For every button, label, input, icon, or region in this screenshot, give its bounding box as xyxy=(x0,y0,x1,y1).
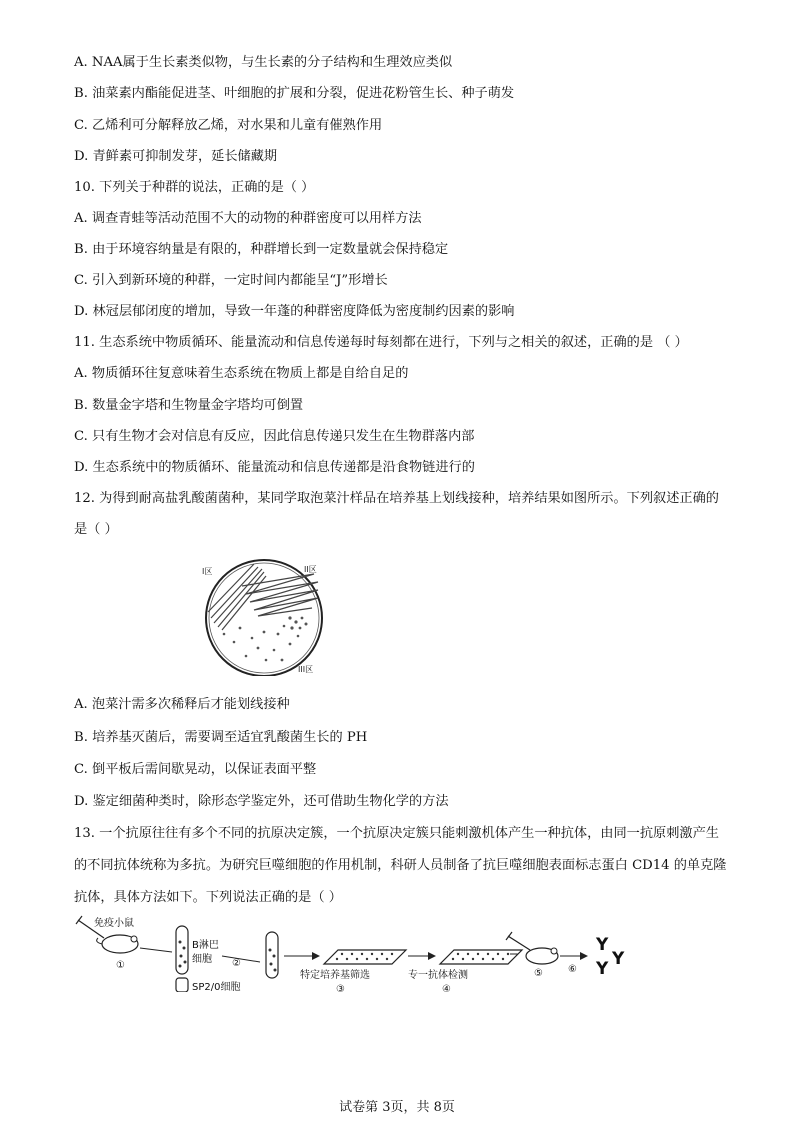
fused-cell-tube-icon xyxy=(266,932,278,978)
q11-option-b: B. 数量金字塔和生物量金字塔均可倒置 xyxy=(74,398,304,413)
petri-dish-figure xyxy=(194,556,334,676)
mouse-tail xyxy=(97,938,102,944)
mouse-ear xyxy=(131,936,137,942)
q11-option-d: D. 生态系统中的物质循环、能量流动和信息传递都是沿食物链进行的 xyxy=(74,460,475,475)
q11-stem: 11. 生态系统中物质循环、能量流动和信息传递每时每刻都在进行，下列与之相关的叙述，正确的是 （ ） xyxy=(74,335,688,350)
q10-option-d: D. 林冠层郁闭度的增加，导致一年蓬的种群密度降低为密度制约因素的影响 xyxy=(74,304,515,319)
arrow-3-head xyxy=(312,952,320,960)
q10-stem: 10. 下列关于种群的说法，正确的是（ ） xyxy=(74,180,315,195)
q12-option-a: A. 泡菜汁需多次稀释后才能划线接种 xyxy=(74,697,290,712)
detection-label: 专一抗体检测 xyxy=(408,970,468,981)
q9-option-c: C. 乙烯利可分解释放乙烯，对水果和儿童有催熟作用 xyxy=(74,118,383,133)
screening-plate-icon xyxy=(324,950,406,964)
antibody-icon: Y xyxy=(596,959,609,979)
step-1-label: ① xyxy=(116,960,125,971)
petri-dish-outline xyxy=(206,560,322,676)
page-footer: 试卷第 3页，共 8页 xyxy=(339,1100,455,1115)
q12-option-b: B. 培养基灭菌后，需要调至适宜乳酸菌生长的 PH xyxy=(74,730,368,745)
mouse-2-ear xyxy=(551,948,557,954)
b-cell-label-line1: B淋巴 xyxy=(192,940,219,951)
q12-option-c: C. 倒平板后需间歇晃动，以保证表面平整 xyxy=(74,762,317,777)
sp20-tube-icon xyxy=(176,978,188,992)
arrow-1 xyxy=(140,948,172,952)
zone-one-streaks xyxy=(208,564,266,630)
detection-plate-icon xyxy=(440,950,522,964)
q12-stem-line1: 12. 为得到耐高盐乳酸菌菌种，某同学取泡菜汁样品在培养基上划线接种，培养结果如图所示。下列叙述正确的 xyxy=(74,491,719,506)
q12-stem-line2: 是（ ） xyxy=(74,522,118,537)
sp20-cell-label: SP2/0细胞 xyxy=(192,982,241,992)
zone-three-colonies xyxy=(223,616,308,661)
zone-two-label: II区 xyxy=(304,565,317,574)
zone-three-label: III区 xyxy=(298,665,314,674)
q13-stem-line3: 抗体，具体方法如下。下列说法正确的是（ ） xyxy=(74,890,342,905)
arrow-2 xyxy=(222,956,260,962)
q10-option-b: B. 由于环境容纳量是有限的，种群增长到一定数量就会保持稳定 xyxy=(74,242,449,257)
syringe-2-icon xyxy=(506,932,530,950)
q11-option-a: A. 物质循环往复意味着生态系统在物质上都是自给自足的 xyxy=(74,366,409,381)
b-cell-label-line2: 细胞 xyxy=(192,954,212,965)
arrow-6-head xyxy=(580,952,588,960)
q13-stem-line1: 13. 一个抗原往往有多个不同的抗原决定簇，一个抗原决定簇只能刺激机体产生一种抗体，由同一抗原刺激产生 xyxy=(74,826,719,841)
q13-stem-line2: 的不同抗体统称为多抗。为研究巨噬细胞的作用机制，科研人员制备了抗巨噬细胞表面标志蛋白 CD14 的单克隆 xyxy=(74,858,727,873)
step-6-label: ⑥ xyxy=(568,964,577,975)
b-cell-tube-icon xyxy=(176,926,188,974)
q11-option-c: C. 只有生物才会对信息有反应，因此信息传递只发生在生物群落内部 xyxy=(74,429,475,444)
step-2-label: ② xyxy=(232,958,241,969)
step-4-label: ④ xyxy=(442,984,451,992)
q12-option-d: D. 鉴定细菌种类时，除形态学鉴定外，还可借助生物化学的方法 xyxy=(74,794,449,809)
monoclonal-antibody-flow-figure xyxy=(72,912,632,992)
q10-option-c: C. 引入到新环境的种群，一定时间内都能呈“J”形增长 xyxy=(74,273,388,288)
immunized-mouse-label: 免疫小鼠 xyxy=(94,918,134,929)
zone-two-streak xyxy=(242,574,318,616)
screening-label: 特定培养基筛选 xyxy=(300,970,370,981)
q9-option-b: B. 油菜素内酯能促进茎、叶细胞的扩展和分裂，促进花粉管生长、种子萌发 xyxy=(74,86,515,101)
q9-option-d: D. 青鲜素可抑制发芽，延长储藏期 xyxy=(74,149,278,164)
zone-one-label: I区 xyxy=(202,567,213,576)
q9-option-a: A. NAA属于生长素类似物，与生长素的分子结构和生理效应类似 xyxy=(74,55,453,70)
antibody-icon: Y xyxy=(596,935,609,955)
q10-option-a: A. 调查青蛙等活动范围不大的动物的种群密度可以用样方法 xyxy=(74,211,422,226)
step-3-label: ③ xyxy=(336,984,345,992)
antibody-icon: Y xyxy=(612,949,625,969)
arrow-4-head xyxy=(428,952,436,960)
step-5-label: ⑤ xyxy=(534,968,543,979)
